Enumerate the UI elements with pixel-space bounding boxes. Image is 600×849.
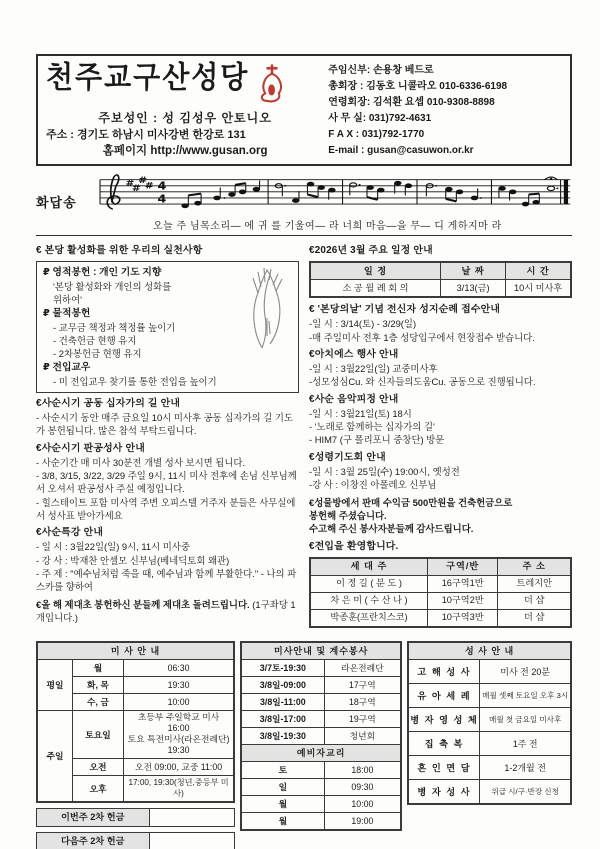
announcement-columns: [36, 236, 572, 633]
transfer-line: - 미 전입교우 찾기를 통한 전입을 높이기: [53, 375, 217, 387]
counting-table-title: 미사안내 및 계수봉사: [241, 642, 401, 660]
section-line: - 3/8, 3/15, 3/22, 3/29 주일 9시, 11시 미사 전후에 손님 신부님께서 오셔서 판공성사 주실 예정입니다.: [36, 470, 297, 495]
saturday-label: 토요일: [73, 710, 124, 758]
catechism-day: 월: [241, 812, 324, 830]
mass-day: 월: [73, 659, 124, 676]
catechism-time: 10:00: [324, 795, 401, 812]
svg-text:4: 4: [157, 179, 167, 192]
sacrament-guide-table: [407, 641, 572, 805]
svg-text:4: 4: [157, 192, 167, 205]
mass-time: 19:30: [124, 676, 235, 693]
newcomer-district: 16구역1반: [427, 575, 497, 592]
schedule-col-event: 일 정: [310, 262, 441, 280]
section-line: -일 시 : 3/14(토) - 3/29(일): [309, 318, 417, 330]
pm-times: 17:00, 19:30(청년,중등부 미사): [124, 775, 235, 802]
left-column: [36, 240, 299, 633]
section-title: €사순특강 안내: [36, 527, 104, 539]
newcomer-col-district: 구역/반: [427, 558, 497, 576]
table-row: [310, 609, 571, 627]
second-collection-next-week: [36, 832, 235, 849]
welcome-title: €전입을 환영합니다.: [309, 540, 399, 552]
bottom-tables: [36, 641, 572, 849]
section-line: - 일 시 : 3월22일(일) 9시, 11시 미사중: [36, 541, 190, 553]
table-row: [408, 731, 571, 755]
table-row: [241, 676, 401, 693]
catechism-time: 09:30: [324, 778, 401, 795]
section-stations-of-cross: [36, 397, 299, 438]
sacrament-label: 집 축 복: [408, 731, 480, 755]
church-title: 천주교구산성당: [46, 60, 250, 95]
contact-president: 총회장 : 김동호 니콜라오 010-6336-6198: [328, 81, 508, 92]
newcomer-name: 이 정 길 ( 분 도 ): [310, 575, 427, 592]
table-row: [408, 683, 571, 707]
material-offering-line2: - 건축헌금 현행 유지: [53, 334, 137, 346]
practice-title: € 본당 활성화를 위한 우리의 실천사항: [36, 245, 203, 256]
second-collection-this-week: [36, 808, 235, 827]
counting-date: 3/7토-19:30: [241, 659, 324, 676]
table-row: [241, 778, 401, 795]
newcomer-address: 더 샵: [498, 609, 571, 627]
schedule-title: €2026년 3월 주요 일정 안내: [309, 245, 433, 256]
section-line: - HIM7 (구 폴리포니 중창단) 방문: [309, 434, 445, 446]
pm-label: 오후: [73, 775, 124, 802]
psalm-lyrics: 오늘 주 님목소리— 에 귀 를 기울여— 라 너희 마음—을 무— 디 게하지마 라: [152, 221, 502, 232]
saturday-mass-1: 초등부 주일학교 미사 16:00: [137, 712, 220, 734]
table-row: [241, 693, 401, 710]
section-altar-candle: [36, 598, 299, 625]
header: [36, 54, 572, 166]
right-column: [309, 240, 572, 633]
sacrament-label: 병 자 성 사: [408, 779, 480, 804]
svg-text:#: #: [125, 178, 135, 189]
catechism-day: 토: [241, 761, 324, 778]
counting-date: 3/8일-19:30: [241, 727, 324, 744]
section-line: - 사순시기 동안 매주 금요일 10시 미사후 공동 십자가의 길 기도가 봉헌됩니다. 많은 참석 부탁드립니다.: [36, 411, 293, 437]
sacrament-label: 혼 인 면 담: [408, 755, 480, 779]
catechism-time: 19:00: [324, 812, 401, 830]
contact-pastor: 주임신부: 손용창 베드로: [328, 65, 434, 76]
schedule-time: 10시 미사후: [506, 280, 571, 298]
mass-schedule-table: [36, 641, 235, 803]
counting-group: 18구역: [324, 693, 401, 710]
newcomer-address: 트레지안: [498, 575, 571, 592]
candle-bold-text: €올 해 제대초 봉헌하신 분들께 제대초 돌려드립니다.: [36, 598, 250, 610]
saturday-masses: [124, 710, 235, 758]
sacrament-value: 1주 전: [480, 731, 571, 755]
section-line: -일 시 : 3월 25일(수) 19:00시, 옛성전: [309, 465, 460, 477]
mass-day: 화, 목: [73, 676, 124, 693]
sunday-group: 주일: [37, 710, 73, 801]
newcomer-address: 더 샵: [498, 592, 571, 609]
table-row: [241, 710, 401, 727]
newcomer-district: 10구역2반: [427, 592, 497, 609]
counting-service-table: [240, 641, 402, 831]
table-row: [37, 659, 234, 676]
transfer-head: ₽ 전입교우: [43, 361, 91, 373]
section-lent-lecture: [36, 526, 299, 593]
section-gift-shop-donation: [309, 496, 572, 536]
newcomer-table: [309, 557, 572, 628]
table-row: [241, 659, 401, 676]
sacrament-label: 병 자 영 성 체: [408, 707, 480, 731]
music-staff-svg: [83, 171, 572, 211]
sacrament-value: 매월 첫 금요일 미사후: [480, 707, 571, 731]
newcomer-col-address: 주 소: [498, 558, 571, 576]
address-line: 주소 : 경기도 하남시 미사강변 한강로 131: [46, 129, 246, 141]
section-pilgrimage: [309, 303, 572, 344]
am-label: 오전: [73, 758, 124, 775]
header-left: [46, 60, 328, 158]
homepage-line: 홈페이지 http://www.gusan.org: [102, 145, 268, 157]
table-row: [310, 280, 571, 298]
section-title: €아치에스 행사 안내: [309, 348, 399, 360]
counting-group: 청년회: [324, 727, 401, 744]
music-staff: [83, 171, 572, 232]
newcomer-col-head: 세 대 주: [310, 558, 427, 576]
svg-text:#: #: [131, 183, 141, 194]
section-title: € '본당의날' 기념 전신자 성지순례 접수안내: [309, 304, 501, 316]
catechism-time: 18:00: [324, 761, 401, 778]
catechism-day: 일: [241, 778, 324, 795]
sacrament-label: 유 아 세 례: [408, 683, 480, 707]
contact-office-phone: 사 무 실: 031)792-4631: [328, 113, 432, 124]
table-row: [408, 659, 571, 683]
section-line: - 주 제 : "예수님처럼 죽을 때, 예수님과 함께 부활한다." - 나의 파스카를 향하여: [36, 568, 297, 593]
schedule-event: 소 공 월 례 회 의: [310, 280, 441, 298]
counting-date: 3/8일-09:00: [241, 676, 324, 693]
section-line: -강 사 : 이창진 아폴레오 신부님: [309, 479, 437, 491]
church-logo-icon: [255, 64, 289, 109]
sacrament-label: 고 해 성 사: [408, 659, 480, 683]
section-title: €성령기도회 안내: [309, 451, 386, 463]
saturday-mass-2: 토요 특전미사(라온전례단) 19:30: [127, 734, 230, 756]
counting-group: 라온전례단: [324, 659, 401, 676]
table-row: [408, 707, 571, 731]
counting-group: 17구역: [324, 676, 401, 693]
table-row: [241, 761, 401, 778]
collection-label: 이번주 2차 헌금: [36, 808, 150, 827]
section-title: €사순시기 공동 십자가의 길 안내: [36, 397, 181, 409]
section-line: -일 시 : 3월21일(토) 18시: [309, 407, 412, 419]
collection-value-empty: [150, 832, 236, 849]
material-offering-line3: - 2차봉헌금 현행 유지: [53, 348, 142, 360]
section-line: -매 주일미사 전후 1층 성당입구에서 현장접수 받습니다.: [309, 331, 535, 343]
sacrament-guide-block: [407, 641, 572, 805]
psalm-label: 화답송: [36, 195, 77, 210]
section-line: - 강 사 : 박재찬 안셀모 신부님(베네딕토회 왜관): [36, 554, 230, 566]
table-row: [37, 710, 234, 758]
spiritual-offering-head: ₽ 영적봉헌 : 개인 기도 지향: [43, 267, 162, 279]
sacrament-value: 미사 전 20분: [480, 659, 571, 683]
weekday-group: 평일: [37, 659, 73, 710]
table-row: [408, 755, 571, 779]
contact-email: E-mail : gusan@casuwon.or.kr: [328, 145, 474, 156]
mass-day: 수, 금: [73, 693, 124, 710]
section-holy-spirit-prayer: [309, 451, 572, 492]
thanks-line1: €성물방에서 판매 수익금 500만원을 건축헌금으로: [309, 496, 513, 508]
march-schedule-table: [309, 261, 572, 298]
section-line: - 사순기간 매 미사 30분전 개별 성사 보시면 됩니다.: [36, 456, 246, 468]
patron-saint-line: 주보성인 : 성 김성우 안토니오: [98, 111, 272, 125]
sacrament-table-title: 성 사 안 내: [408, 642, 571, 660]
schedule-col-time: 시 간: [506, 262, 571, 280]
section-lent-confession: [36, 442, 299, 523]
thanks-line2: 봉헌해 주셨습니다.: [309, 509, 387, 521]
thanks-line3: 수고해 주신 봉사자분들께 감사드립니다.: [309, 523, 474, 535]
mass-table-title: 미 사 안 내: [37, 642, 234, 660]
table-row: [408, 779, 571, 804]
sacrament-value: 매월 셋째 토요일 오후 3시: [480, 683, 571, 707]
mass-time: 10:00: [124, 693, 235, 710]
material-offering-head: ₽ 물적봉헌: [43, 307, 91, 319]
section-title: €사순 음악피정 안내: [309, 393, 399, 405]
table-row: [241, 812, 401, 830]
contact-vice-president: 연령회장: 김석환 요셉 010-9308-8898: [328, 97, 495, 108]
schedule-col-date: 날 짜: [441, 262, 506, 280]
collection-value-empty: [150, 808, 236, 827]
section-line: - '노래로 함께하는 십자가의 길': [309, 421, 435, 433]
mass-time: 06:30: [124, 659, 235, 676]
section-line: - 힐스테이트 포함 미사역 주변 오피스텔 거주자 분들은 사무실에서 성사표 받아가세요: [36, 496, 296, 522]
counting-service-block: [240, 641, 402, 831]
spiritual-offering-line2: 위하여': [53, 294, 82, 306]
mass-schedule-block: [36, 641, 235, 849]
schedule-date: 3/13(금): [441, 280, 506, 298]
am-times: 오전 09:00, 교중 11:00: [124, 758, 235, 775]
newcomer-name: 박종훈(프란치스코): [310, 609, 427, 627]
section-line: -성모성심Cu. 와 신자들의도움Cu. 공동으로 진행됩니다.: [309, 376, 536, 388]
candle-normal-text: (1구좌당 1개입니다.): [36, 598, 296, 624]
newcomer-district: 10구역3반: [427, 609, 497, 627]
table-row: [310, 575, 571, 592]
sacrament-value: 1-2개월 전: [480, 755, 571, 779]
svg-text:#: #: [138, 176, 147, 186]
praying-hands-image: [234, 266, 296, 355]
catechism-day: 월: [241, 795, 324, 812]
svg-text:#: #: [144, 181, 154, 192]
section-acies: [309, 348, 572, 389]
counting-group: 19구역: [324, 710, 401, 727]
collection-label: 다음주 2차 헌금: [36, 832, 150, 849]
table-row: [241, 727, 401, 744]
practice-box: [36, 261, 299, 393]
section-music-retreat: [309, 393, 572, 447]
catechism-title: 예비자교리: [241, 744, 401, 761]
counting-date: 3/8일-17:00: [241, 710, 324, 727]
newcomer-name: 차 은 미 ( 수 산 나 ): [310, 592, 427, 609]
contact-fax: F A X : 031)792-1770: [328, 129, 425, 140]
counting-date: 3/8일-11:00: [241, 693, 324, 710]
table-row: [241, 795, 401, 812]
section-line: -일 시 : 3월22일(일) 교중미사후: [309, 363, 438, 374]
section-title: €사순시기 판공성사 안내: [36, 442, 145, 454]
responsorial-psalm: [36, 166, 572, 236]
header-contacts: [328, 64, 564, 158]
sacrament-value: 위급 시/구·반장 신청: [480, 779, 571, 804]
material-offering-line1: - 교무금 책정과 책정률 높이기: [53, 321, 176, 333]
spiritual-offering-line1: '본당 활성화와 개인의 성화를: [53, 280, 172, 292]
table-row: [310, 592, 571, 609]
